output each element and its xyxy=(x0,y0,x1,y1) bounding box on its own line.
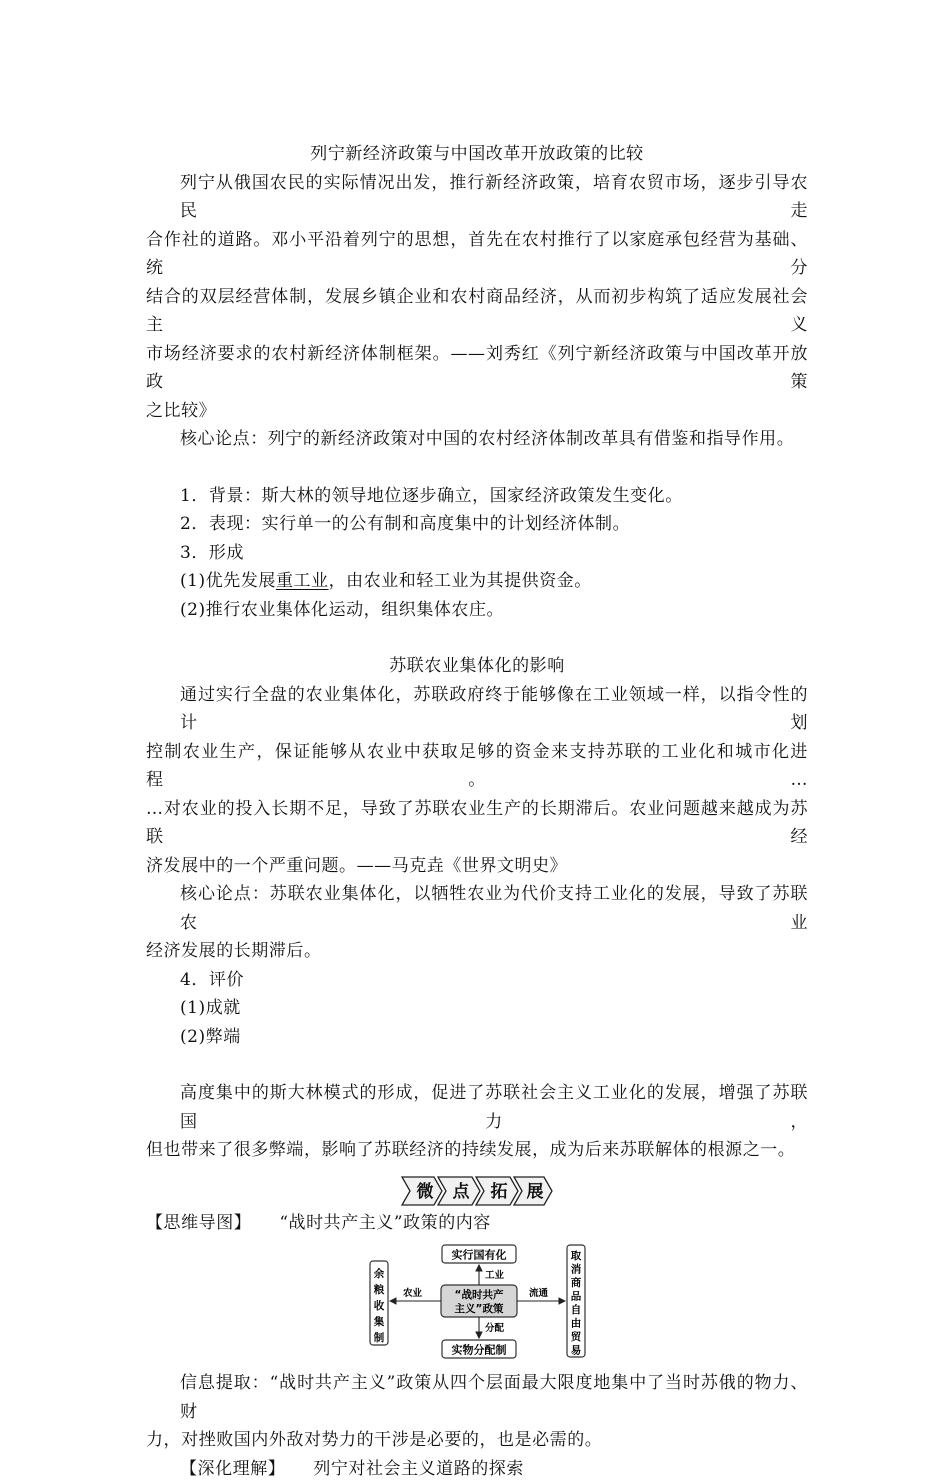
point-formation-1 xyxy=(146,567,808,596)
mindmap-center-text: 主义”政策 xyxy=(455,1302,504,1315)
point-evaluation: 4．评价 xyxy=(146,966,808,995)
section-banner xyxy=(146,1175,808,1207)
mindmap-right-char: 商 xyxy=(571,1276,582,1289)
point-formation: 3．形成 xyxy=(146,539,808,568)
section2-para-line: 控制农业生产，保证能够从农业中获取足够的资金来支持苏联的工业化和城市化进程。… xyxy=(146,738,808,795)
mindmap-label: 【思维导图】 xyxy=(146,1213,251,1233)
point-manifestation: 2．表现：实行单一的公有制和高度集中的计划经济体制。 xyxy=(146,510,808,539)
mindmap-top-text: 实行国有化 xyxy=(452,1248,507,1262)
mindmap-left-label: 农业 xyxy=(403,1287,423,1299)
summary-line: 但也带来了很多弊端，影响了苏联经济的持续发展，成为后来苏联解体的根源之一。 xyxy=(146,1136,808,1165)
banner-char: 展 xyxy=(527,1182,544,1202)
deepen-title: 列宁对社会主义道路的探索 xyxy=(313,1459,524,1479)
mindmap-title: “战时共产主义”政策的内容 xyxy=(279,1213,491,1233)
section2-core-point: 核心论点：苏联农业集体化，以牺牲农业为代价支持工业化的发展，导致了苏联农业 xyxy=(146,880,808,937)
section1-para-line: 合作社的道路。邓小平沿着列宁的思想，首先在农村推行了以家庭承包经营为基础、统分 xyxy=(146,226,808,283)
mindmap-heading xyxy=(146,1209,808,1238)
section2-title: 苏联农业集体化的影响 xyxy=(146,652,808,681)
mindmap-right-char: 消 xyxy=(571,1263,582,1276)
section2-para-line: 济发展中的一个严重问题。——马克垚《世界文明史》 xyxy=(146,852,808,881)
section1-para-line: 市场经济要求的农村新经济体制框架。——刘秀红《列宁新经济政策与中国改革开放政策 xyxy=(146,340,808,397)
mindmap-right-label: 流通 xyxy=(529,1287,549,1299)
deepen-heading xyxy=(146,1455,808,1483)
mindmap-right-char: 由 xyxy=(571,1317,582,1330)
mindmap-top-label: 工业 xyxy=(485,1269,505,1281)
section2-para-line: …对农业的投入长期不足，导致了苏联农业生产的长期滞后。农业问题越来越成为苏联经 xyxy=(146,795,808,852)
point-evaluation-2: (2)弊端 xyxy=(146,1023,808,1052)
section1-para-line: 之比较》 xyxy=(146,397,808,426)
point-background: 1．背景：斯大林的领导地位逐步确立，国家经济政策发生变化。 xyxy=(146,482,808,511)
mindmap-right-char: 取 xyxy=(571,1249,582,1262)
mindmap-right-char: 品 xyxy=(571,1290,582,1303)
text-fragment: ，由农业和轻工业为其提供资金。 xyxy=(329,571,592,591)
mindmap-left-char: 粮 xyxy=(374,1283,385,1296)
mindmap-left-char: 余 xyxy=(374,1267,385,1280)
section2-core-point: 经济发展的长期滞后。 xyxy=(146,937,808,966)
point-formation-2: (2)推行农业集体化运动，组织集体农庄。 xyxy=(146,596,808,625)
section1-para-line: 结合的双层经营体制，发展乡镇企业和农村商品经济，从而初步构筑了适应发展社会主义 xyxy=(146,283,808,340)
summary-line: 高度集中的斯大林模式的形成，促进了苏联社会主义工业化的发展，增强了苏联国力， xyxy=(146,1079,808,1136)
deepen-label: 【深化理解】 xyxy=(180,1459,285,1479)
underlined-term: 重工业 xyxy=(276,571,329,591)
section2-para-line: 通过实行全盘的农业集体化，苏联政府终于能够像在工业领域一样，以指令性的计划 xyxy=(146,681,808,738)
text-fragment: (1)优先发展 xyxy=(180,571,276,591)
mindmap-right-char: 易 xyxy=(571,1344,582,1357)
banner-char: 拓 xyxy=(490,1181,508,1202)
mindmap-right-char: 自 xyxy=(571,1303,582,1316)
section1-core-point: 核心论点：列宁的新经济政策对中国的农村经济体制改革具有借鉴和指导作用。 xyxy=(146,425,808,454)
section1-title: 列宁新经济政策与中国改革开放政策的比较 xyxy=(146,140,808,169)
banner-char: 点 xyxy=(453,1181,471,1202)
banner-char: 微 xyxy=(417,1181,434,1202)
section1-para-line: 列宁从俄国农民的实际情况出发，推行新经济政策，培育农贸市场，逐步引导农民走 xyxy=(146,169,808,226)
mindmap-left-char: 集 xyxy=(374,1315,385,1328)
mindmap-center-text: “战时共产 xyxy=(455,1288,504,1301)
mindmap-diagram xyxy=(361,1243,593,1361)
mindmap-bottom-text: 实物分配制 xyxy=(452,1343,507,1357)
mindmap-left-char: 收 xyxy=(374,1299,385,1312)
mindmap-left-char: 制 xyxy=(374,1331,385,1344)
mindmap-right-char: 贸 xyxy=(571,1330,582,1343)
mindmap-bottom-label: 分配 xyxy=(484,1322,505,1334)
point-evaluation-1: (1)成就 xyxy=(146,994,808,1023)
info-line: 信息提取：“战时共产主义”政策从四个层面最大限度地集中了当时苏俄的物力、财 xyxy=(146,1369,808,1426)
document-page xyxy=(146,140,808,1483)
info-line: 力，对挫败国内外敌对势力的干涉是必要的，也是必需的。 xyxy=(146,1426,808,1455)
